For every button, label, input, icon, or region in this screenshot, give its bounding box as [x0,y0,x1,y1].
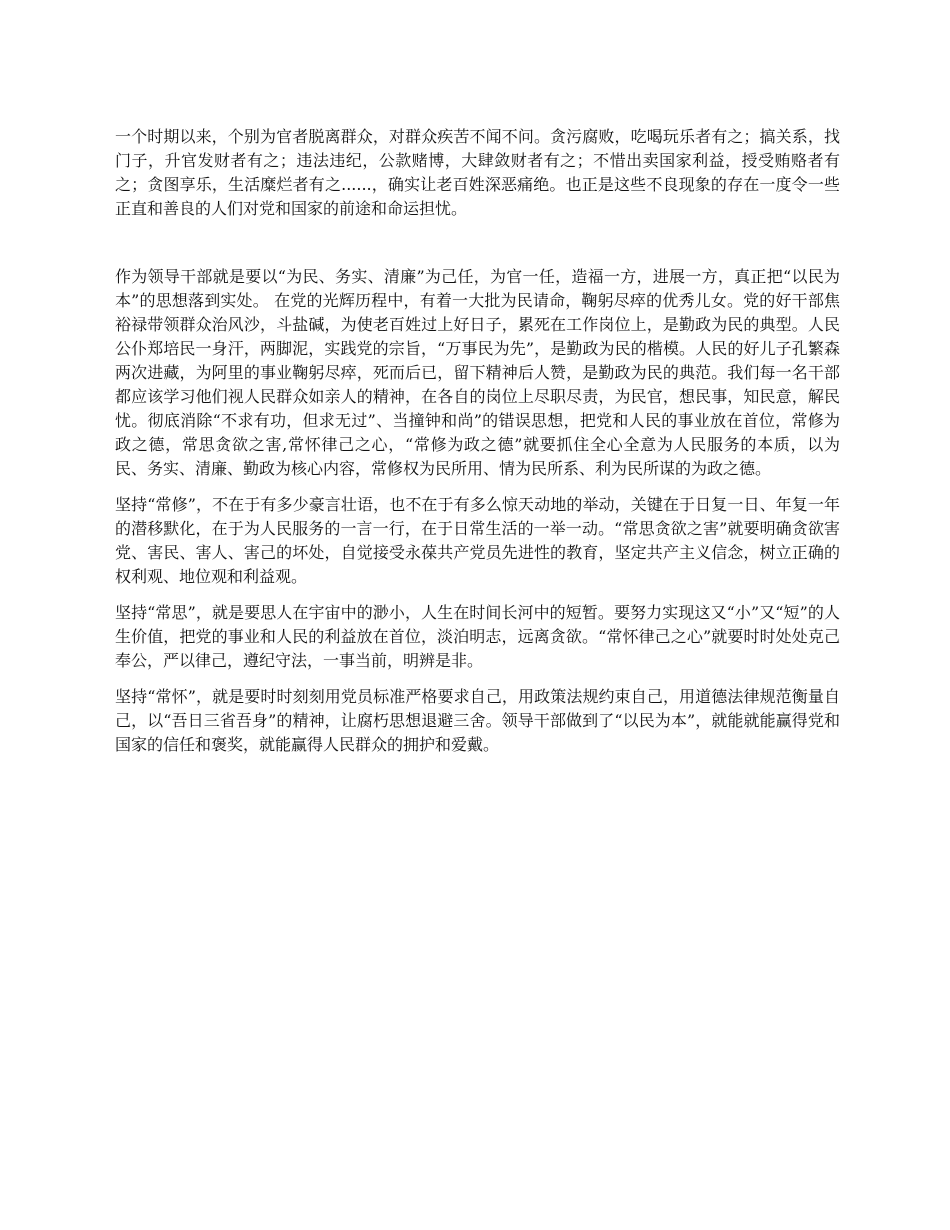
paragraph-1: 一个时期以来，个别为官者脱离群众，对群众疾苦不闻不问。贪污腐败，吃喝玩乐者有之；搞关系，找门子，升官发财者有之；违法违纪，公款赌博，大肆敛财者有之；不惜出卖国家利益，授受贿赂者有之；贪图享乐，生活糜烂者有之......，确实让老百姓深恶痛绝。也正是这些不良现象的存在一度令一些正直和善良的人们对党和国家的前途和命运担忧。 [115,127,840,218]
paragraph-2: 作为领导干部就是要以“为民、务实、清廉”为己任，为官一任，造福一方，进展一方，真正把“以民为本”的思想落到实处。 在党的光辉历程中，有着一大批为民请命，鞠躬尽瘁的优秀儿女。党的好干部焦裕禄带领群众治风沙，斗盐碱，为使老百姓过上好日子，累死在工作岗位上，是勤政为民的典型。人民公仆郑培民一身汗，两脚泥，实践党的宗旨，“万事民为先”，是勤政为民的楷模。人民的好儿子孔繁森两次进藏，为阿里的事业鞠躬尽瘁，死而后已，留下精神后人赞，是勤政为民的典范。我们每一名干部都应该学习他们视人民群众如亲人的精神，在各自的岗位上尽职尽责，为民官，想民事，知民意，解民忧。彻底消除“不求有功，但求无过”、当撞钟和尚”的错误思想，把党和人民的事业放在首位，常修为政之德，常思贪欲之害,常怀律己之心，“常修为政之德”就要抓住全心全意为人民服务的本质，以为民、务实、清廉、勤政为核心内容，常修权为民所用、情为民所系、利为民所谋的为政之德。 [115,267,840,478]
paragraph-3: 坚持“常修”，不在于有多少豪言壮语，也不在于有多么惊天动地的举动，关键在于日复一日、年复一年的潜移默化，在于为人民服务的一言一行，在于日常生活的一举一动。“常思贪欲之害”就要明确贪欲害党、害民、害人、害己的坏处，自觉接受永葆共产党员先进性的教育，坚定共产主义信念，树立正确的权利观、地位观和利益观。 [115,495,840,586]
paragraph-5: 坚持“常怀”，就是要时时刻刻用党员标准严格要求自己，用政策法规约束自己，用道德法律规范衡量自己，以“吾日三省吾身”的精神，让腐朽思想退避三舍。领导干部做到了“以民为本”，就能就能赢得党和国家的信任和褒奖，就能赢得人民群众的拥护和爱戴。 [115,687,840,754]
document-body [115,125,840,757]
paragraph-4: 坚持“常思”，就是要思人在宇宙中的渺小，人生在时间长河中的短暂。要努力实现这又“小”又“短”的人生价值，把党的事业和人民的利益放在首位，淡泊明志，远离贪欲。“常怀律己之心”就要时时处处克己奉公，严以律己，遵纪守法，一事当前，明辨是非。 [115,603,840,670]
